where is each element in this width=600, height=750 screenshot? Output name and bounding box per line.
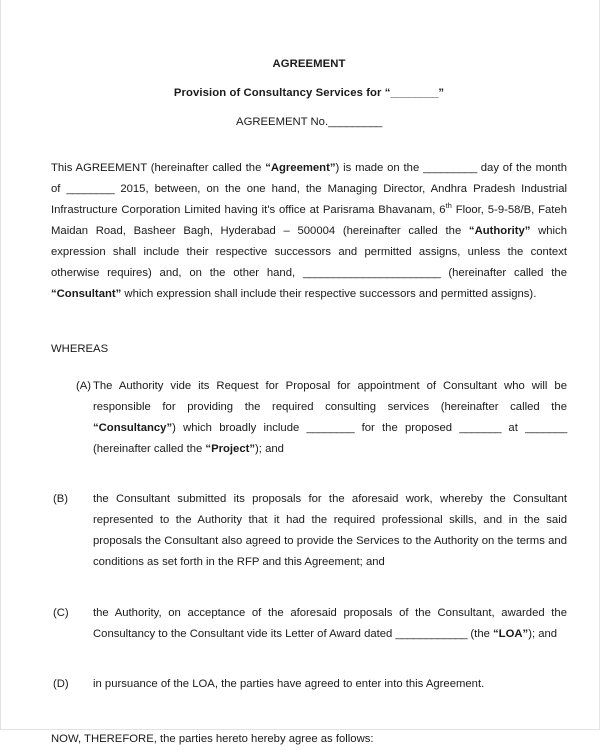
clause-c (51, 603, 567, 645)
preamble-text-a: This AGREEMENT (hereinafter called the (51, 162, 266, 175)
clause-b-label: (B) (53, 493, 69, 506)
preamble-blank-month: ________ (66, 183, 115, 196)
clause-d (51, 674, 567, 695)
preamble-text-e: Floor, 5-9-58/B, Fateh Maidan Road, Basheer Bagh, Hyderabad – 500004 (hereinafter called the (51, 204, 567, 238)
clause-a-blank-1: ________ (306, 422, 355, 435)
clause-c-text-a: the Authority, on acceptance of the aforesaid proposals of the Consultant, awarded the Consultancy to the Consultant vide its Letter of Award dated (93, 607, 567, 641)
clause-a-text-d: at (501, 422, 526, 435)
preamble-paragraph (51, 158, 567, 305)
clause-a-text-e: (hereinafter called the (93, 443, 206, 456)
subtitle-prefix: Provision of Consultancy Services for “ (173, 87, 391, 100)
preamble-text-h: which expression shall include their respective successors and permitted assigns). (121, 288, 537, 301)
agreement-number-line (51, 116, 567, 128)
clause-d-label: (D) (53, 678, 69, 691)
preamble-text-c: day of the month of (51, 162, 567, 196)
preamble-text-g: (hereinafter called the (440, 267, 567, 280)
whereas-heading: WHEREAS (51, 343, 109, 356)
preamble-blank-day: _________ (423, 162, 477, 175)
term-project: “Project” (205, 443, 256, 456)
agreement-number-label: AGREEMENT No. (236, 116, 329, 129)
term-agreement: “Agreement” (265, 162, 336, 175)
clause-a-body (93, 380, 567, 455)
subtitle-suffix: ” (438, 87, 445, 100)
clause-a-text-b: ) which broadly include (172, 422, 307, 435)
term-loa: “LOA” (493, 628, 529, 641)
preamble-blank-consultant: _______________________ (302, 267, 441, 280)
preamble-text-f: which expression shall include their respective successors and permitted assigns, unless the context otherwise requires) and, on the other hand, (51, 225, 567, 280)
term-authority: “Authority” (468, 225, 531, 238)
clause-c-body (93, 607, 567, 640)
clause-c-blank-date: ____________ (395, 628, 468, 641)
agreement-number-blank: _________ (328, 116, 382, 129)
preamble-text-d: 2015, between, on the one hand, the Managing Director, Andhra Pradesh Industrial Infrastructure Corporation Limited having it's office at Parisrama Bhavanam, 6 (51, 183, 567, 217)
clause-d-body: in pursuance of the LOA, the parties have agreed to enter into this Agreement. (93, 678, 485, 691)
document-body (51, 0, 567, 750)
subtitle-blank: ________ (390, 87, 439, 100)
clause-a-blank-3: _______ (525, 422, 567, 435)
clause-a-text-a: The Authority vide its Request for Proposal for appointment of Consultant who will be responsible for providing the required consulting services (hereinafter called the (93, 380, 567, 414)
clause-a-text-f: ); and (255, 443, 284, 456)
floor-ordinal-suffix: th (445, 201, 452, 211)
clause-a-text-c: for the proposed (354, 422, 460, 435)
term-consultant: “Consultant” (51, 288, 122, 301)
clause-b (51, 489, 567, 573)
document-subtitle (51, 86, 567, 100)
document-title: AGREEMENT (272, 58, 346, 70)
clause-a-label: (A) (76, 380, 92, 393)
closing-statement: NOW, THEREFORE, the parties hereto hereby agree as follows: (51, 733, 374, 746)
clause-c-label: (C) (53, 607, 69, 620)
clause-c-text-b: (the (467, 628, 494, 641)
clause-c-text-c: ); and (528, 628, 558, 641)
clause-a (51, 376, 567, 460)
preamble-text-b: ) is made on the (335, 162, 424, 175)
clause-b-body: the Consultant submitted its proposals for the aforesaid work, whereby the Consultant represented to the Authority that it had the required professional skills, and in the said proposals the Consultant also agreed to provide the Services to the Authority on the terms and conditions as set forth in the RFP and this Agreement; and (93, 493, 567, 569)
clause-a-blank-2: _______ (459, 422, 502, 435)
term-consultancy: “Consultancy” (93, 422, 173, 435)
